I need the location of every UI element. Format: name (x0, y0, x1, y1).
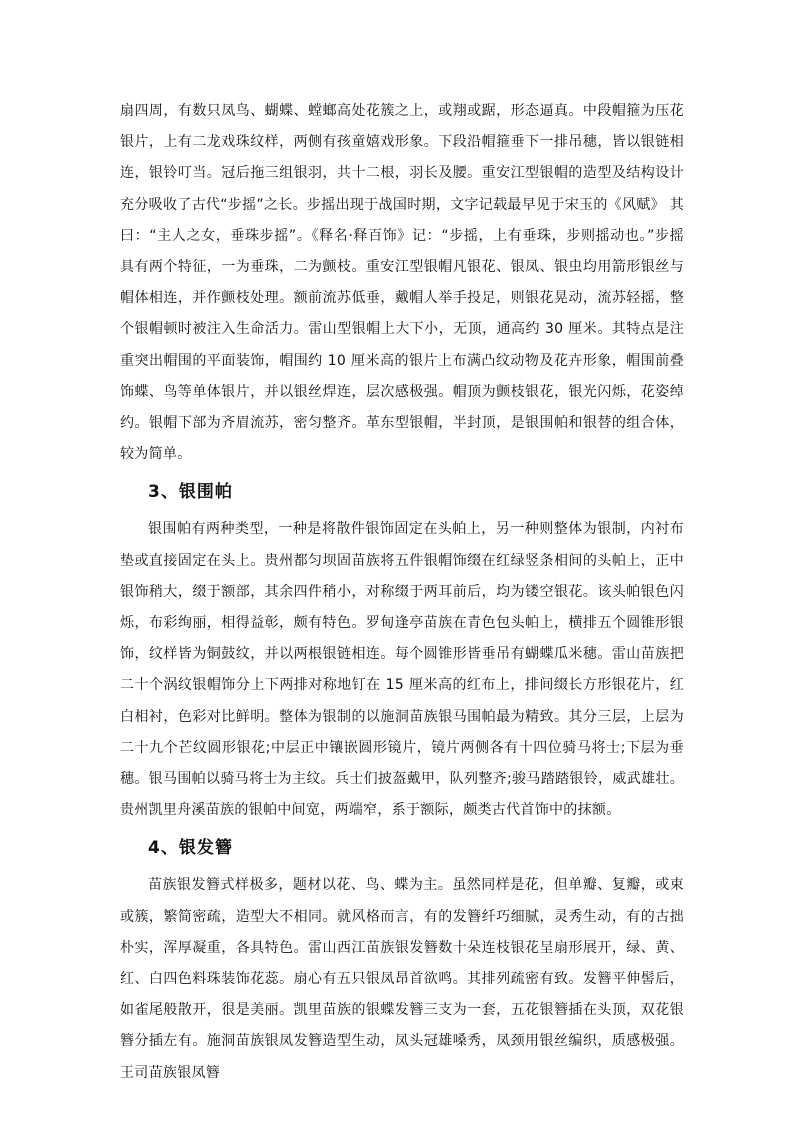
section-heading-silver-headband: 3、银围帕 (148, 482, 233, 503)
section-heading-silver-hairpin: 4、银发簪 (148, 838, 233, 859)
document-page (120, 96, 684, 1089)
section-body-silver-headband: 银围帕有两种类型，一种是将散件银饰固定在头帕上，另一种则整体为银制，内衬布垫或直接固定在头上。贵州都匀坝固苗族将五件银帽饰缀在红绿竖条相间的头帕上，正中银饰稍大，缀于额部，其余四件稍小，对称缀于两耳前后，均为镂空银花。该头帕银色闪烁，布彩绚丽，相得益彰，颇有特色。罗甸逢亭苗族在青色包头帕上，横排五个圆锥形银饰，纹样皆为铜鼓纹，并以两根银链相连。每个圆锥形皆垂吊有蝴蝶瓜米穗。雷山苗族把二十个涡纹银帽饰分上下两排对称地钉在 15 厘米高的红布上，排间缀长方形银花片，红白相衬，色彩对比鲜明。整体为银制的以施洞苗族银马围帕最为精致。其分三层，上层为二十九个芒纹圆形银花;中层正中镶嵌圆形镜片，镜片两侧各有十四位骑马将士;下层为垂穗。银马围帕以骑马将士为主纹。兵士们披盔戴甲，队列整齐;骏马踏踏银铃，威武雄壮。贵州凯里舟溪苗族的银帕中间宽，两端窄，系于额际，颇类古代首饰中的抹额。 (120, 521, 684, 819)
section-body-silver-hairpin: 苗族银发簪式样极多，题材以花、鸟、蝶为主。虽然同样是花，但单瓣、复瓣，或束或簇，繁简密疏，造型大不相同。就风格而言，有的发簪纤巧细腻，灵秀生动，有的古拙朴实，浑厚凝重，各具特色。雷山西江苗族银发簪数十朵连枝银花呈扇形展开，绿、黄、红、白四色料珠装饰花蕊。扇心有五只银凤昂首欲鸣。其排列疏密有致。发簪平伸髻后，如雀尾般散开，很是美丽。凯里苗族的银蝶发簪三支为一套，五花银簪插在头顶，双花银簪分插左有。施洞苗族银凤发簪造型生动，凤头冠雄嗓秀，凤颈用银丝编织，质感极强。王司苗族银凤簪 (120, 877, 684, 1081)
continuation-paragraph: 扇四周，有数只凤鸟、蝴蝶、螳螂高处花簇之上，或翔或踞，形态逼真。中段帽箍为压花银片，上有二龙戏珠纹样，两侧有孩童嬉戏形象。下段沿帽箍垂下一排吊穗，皆以银链相连，银铃叮当。冠后拖三组银羽，共十二根，羽长及腰。重安江型银帽的造型及结构设计充分吸收了古代“步摇”之长。步摇出现于战国时期，文字记载最早见于宋玉的《风赋》 其曰：“主人之女，垂珠步摇”。《释名·释百饰》记：“步摇，上有垂珠，步则摇动也。”步摇具有两个特征，一为垂珠，二为颤枝。重安江型银帽凡银花、银凤、银虫均用箭形银丝与帽体相连，并作颤枝处理。额前流苏低垂，戴帽人举手投足，则银花晃动，流苏轻摇，整个银帽顿时被注入生命活力。雷山型银帽上大下小，无顶，通高约 30 厘米。其特点是注重突出帽围的平面装饰，帽围约 10 厘米高的银片上布满凸纹动物及花卉形象，帽围前叠饰蝶、鸟等单体银片，并以银丝焊连，层次感极强。帽顶为颤枝银花，银光闪烁，花姿绰约。银帽下部为齐眉流苏，密匀整齐。革东型银帽，半封顶，是银围帕和银替的组合体，较为简单。 (120, 103, 684, 463)
